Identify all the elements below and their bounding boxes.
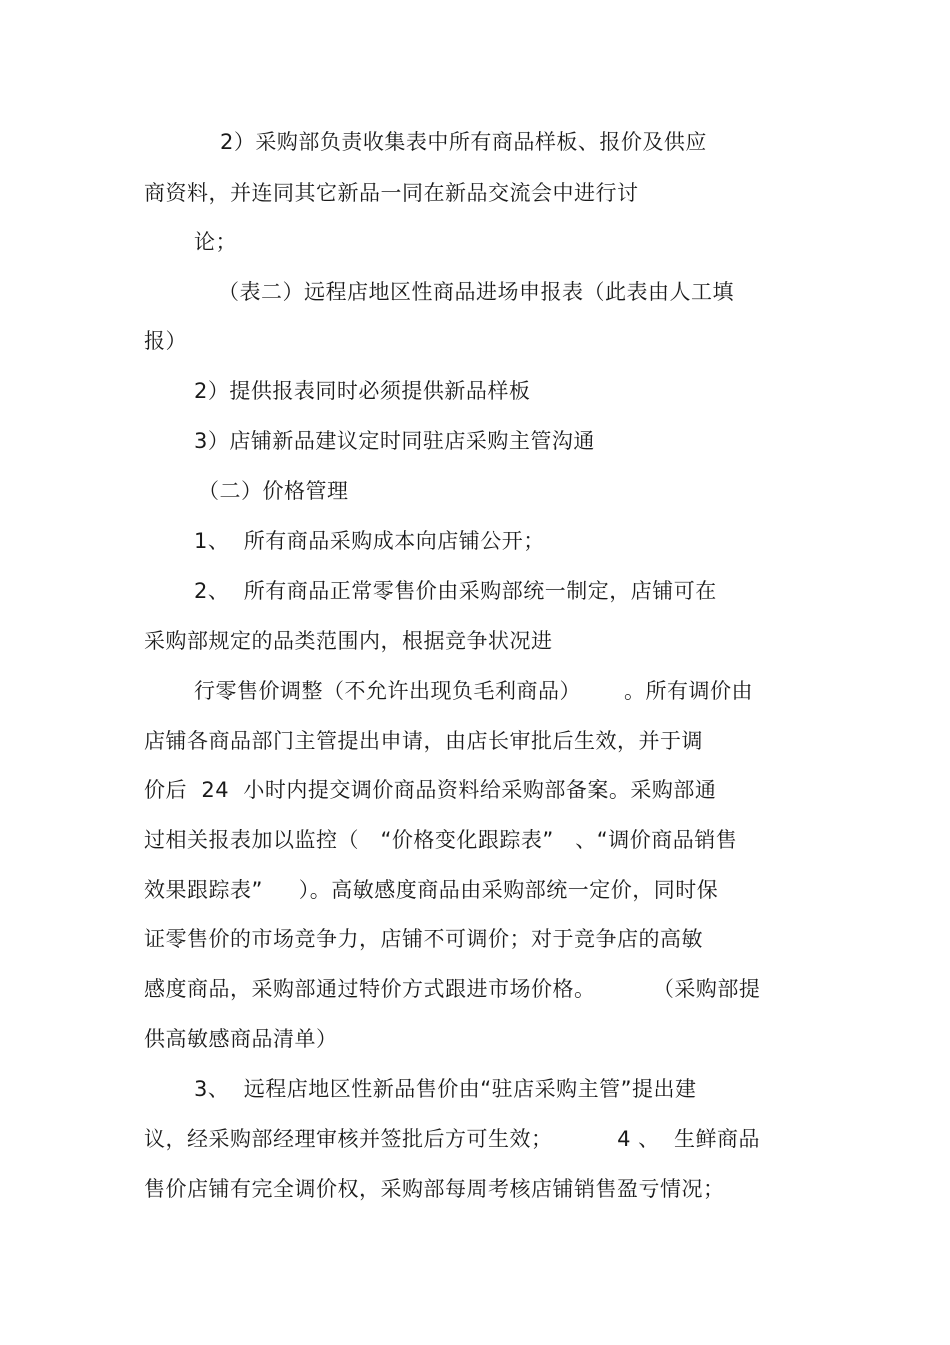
text-line-16: 效果跟踪表” ）。高敏感度商品由采购部统一定价，同时保 [144, 878, 719, 902]
text-line-2: 商资料，并连同其它新品一同在新品交流会中进行讨 [144, 181, 639, 205]
text-line-10: 2、 所有商品正常零售价由采购部统一制定，店铺可在 [194, 579, 717, 603]
text-line-14: 价后 24 小时内提交调价商品资料给采购部备案。采购部通 [144, 778, 717, 802]
text-line-9: 1、 所有商品采购成本向店铺公开； [194, 529, 545, 553]
text-line-19: 供高敏感商品清单） [144, 1027, 338, 1051]
text-line-13: 店铺各商品部门主管提出申请，由店长审批后生效，并于调 [144, 729, 703, 753]
text-line-18: 感度商品，采购部通过特价方式跟进市场价格。 （采购部提 [144, 977, 761, 1001]
text-line-20: 3、 远程店地区性新品售价由“驻店采购主管”提出建 [194, 1077, 697, 1101]
text-line-4: （表二）远程店地区性商品进场申报表（此表由人工填 [218, 280, 734, 304]
text-line-21: 议，经采购部经理审核并签批后方可生效； 4 、 生鲜商品 [144, 1127, 760, 1151]
text-line-5: 报） [144, 329, 187, 353]
text-line-1: 2）采购部负责收集表中所有商品样板、报价及供应 [220, 130, 707, 154]
text-line-6: 2）提供报表同时必须提供新品样板 [194, 379, 531, 403]
text-line-12: 行零售价调整（不允许出现负毛利商品） 。所有调价由 [194, 679, 754, 703]
text-line-22: 售价店铺有完全调价权，采购部每周考核店铺销售盈亏情况； [144, 1177, 725, 1201]
text-line-15: 过相关报表加以监控（ “价格变化跟踪表” 、“调价商品销售 [144, 828, 738, 852]
text-line-7: 3）店铺新品建议定时同驻店采购主管沟通 [194, 429, 595, 453]
section-heading-price-management: （二）价格管理 [198, 479, 349, 503]
text-line-11: 采购部规定的品类范围内，根据竞争状况进 [144, 629, 553, 653]
text-line-3: 论； [194, 230, 237, 254]
text-line-17: 证零售价的市场竞争力，店铺不可调价；对于竞争店的高敏 [144, 927, 703, 951]
